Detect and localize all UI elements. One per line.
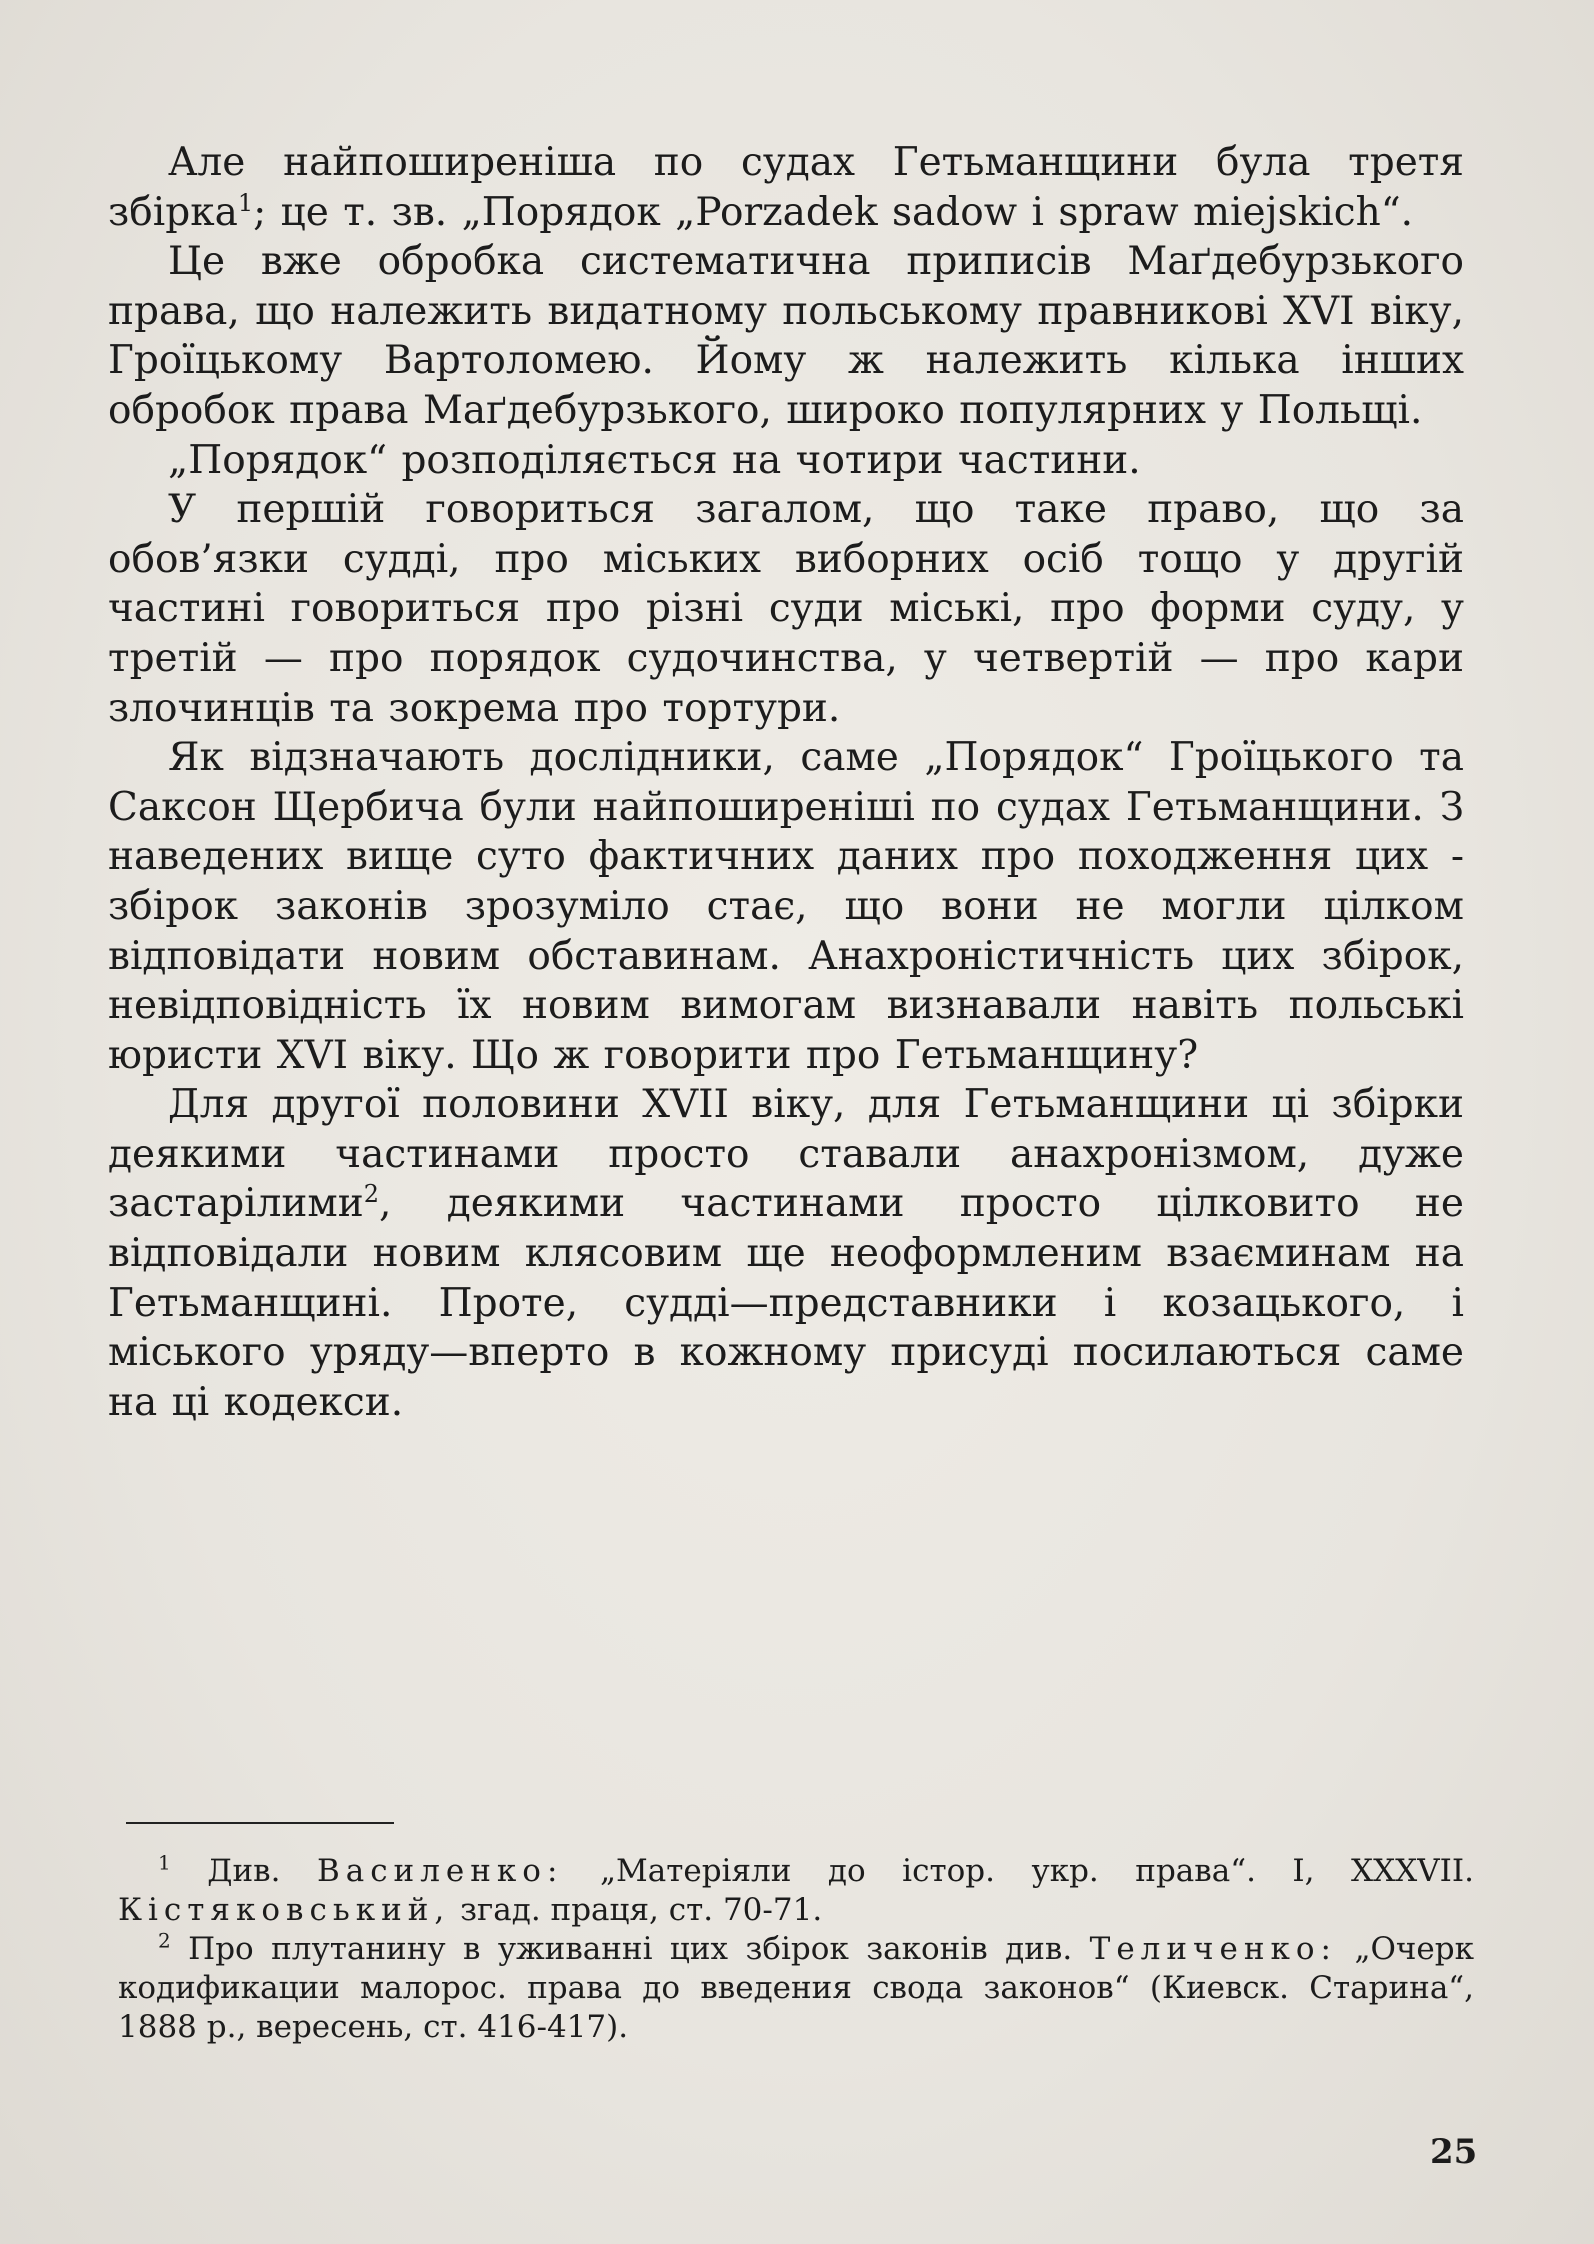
paragraph-6-text-b: , деякими частинами просто цілковито не відповідали новим клясовим ще неоформленим взаєминам на Гетьманщині. Проте, судді—представники і козацького, і міського уряду—вперто в кожному присуді посилаються саме на ці кодекси. bbox=[108, 1181, 1464, 1425]
footnotes bbox=[118, 1852, 1474, 2047]
footnote-1-text-a: Див. bbox=[207, 1853, 281, 1889]
footnote-1-author-a: Василенко: bbox=[316, 1853, 564, 1889]
footnote-2-author: Теличенко: bbox=[1089, 1931, 1338, 1967]
paragraph-6-text-a: Для другої половини XVII віку, для Гетьманщини ці збірки деякими частинами просто ставали анахронізмом, дуже застарілими bbox=[108, 1082, 1464, 1227]
footnote-2-text-a: Про плутанину в уживанні цих збірок законів див. bbox=[188, 1931, 1073, 1967]
footnote-ref-1: 1 bbox=[237, 188, 254, 217]
footnote-2 bbox=[118, 1930, 1474, 2047]
page-number: 25 bbox=[1430, 2132, 1478, 2172]
paragraph-1-text-b: ; це т. зв. „Порядок „Porzadek sadow i spraw miejskich“. bbox=[253, 189, 1414, 235]
paragraph-1 bbox=[108, 138, 1464, 237]
paragraph-4: У першій говориться загалом, що таке право, що за обов’язки судді, про міських виборних осіб тощо у другій частині говориться про різні суди міські, про форми суду, у третій — про порядок судочинства, у четвертій — про кари злочинців та зокрема про тортури. bbox=[108, 487, 1464, 731]
paragraph-6 bbox=[108, 1080, 1464, 1427]
footnote-1-text-b: „Матеріяли до істор. укр. права“. I, XXXVII. bbox=[599, 1853, 1474, 1889]
footnote-2-text-b: „Очерк кодификации малорос. права до введения свода законов“ (Киевск. Старина“, 1888 р., вересень, ст. 416-417). bbox=[118, 1931, 1474, 2045]
footnote-1 bbox=[118, 1852, 1474, 1930]
paragraph-2: Це вже обробка систематична приписів Маґдебурзького права, що належить видатному польському правникові XVI віку, Гроїцькому Вартоломею. Йому ж належить кілька інших обробок права Маґдебурзького, широко популярних у Польщі. bbox=[108, 239, 1464, 433]
footnote-ref-2: 2 bbox=[363, 1180, 380, 1209]
main-text bbox=[108, 138, 1464, 1427]
footnote-2-number: 2 bbox=[158, 1928, 171, 1953]
footnote-separator bbox=[126, 1822, 394, 1824]
footnote-1-author-b: Кістяковський, bbox=[118, 1892, 451, 1928]
footnote-1-text-c: згад. праця, ст. 70-71. bbox=[460, 1892, 823, 1928]
footnote-1-number: 1 bbox=[158, 1850, 171, 1875]
paragraph-3: „Порядок“ розподіляється на чотири частини. bbox=[168, 437, 1141, 483]
paragraph-5: Як відзначають дослідники, саме „Порядок“ Гроїцького та Саксон Щербича були найпоширеніші по судах Гетьманщини. З наведених вище суто фактичних даних про походження цих - збірок законів зрозуміло стає, що вони не могли цілком відповідати новим обставинам. Анахроністичність цих збірок, невідповідність їх новим вимогам визнавали навіть польські юристи XVI віку. Що ж говорити про Гетьманщину? bbox=[108, 735, 1464, 1078]
paragraph-1-text-a: Але найпоширеніша по судах Гетьманщини була третя збірка bbox=[108, 140, 1464, 235]
